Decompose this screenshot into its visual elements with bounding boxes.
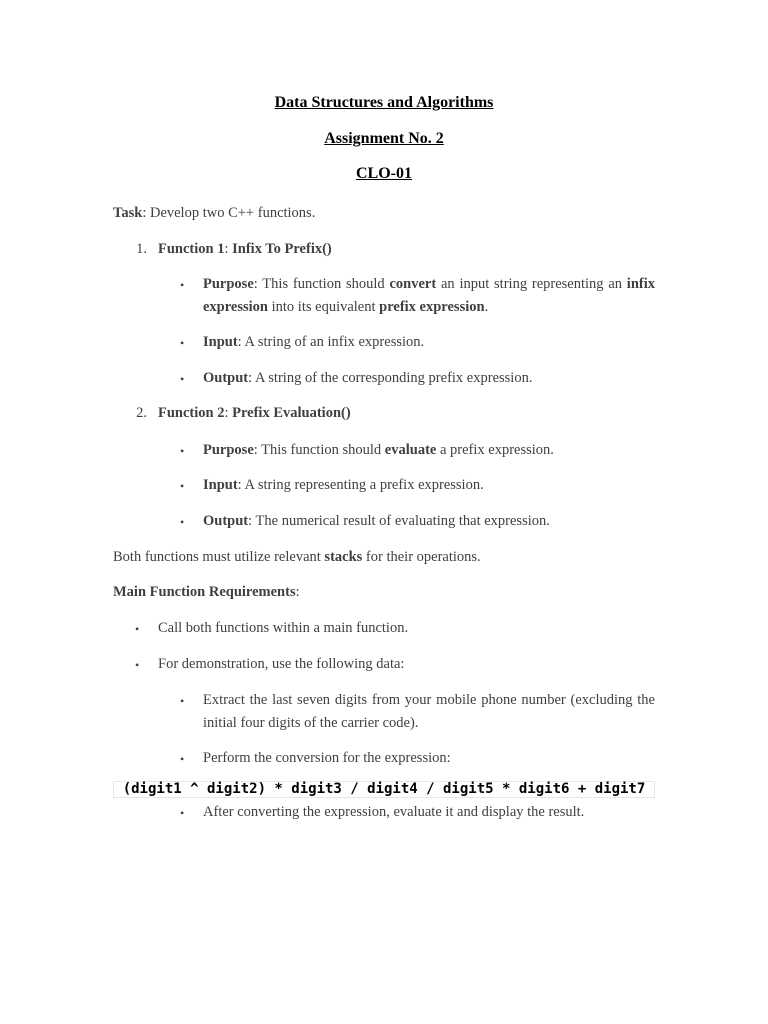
bullet-icon: •: [135, 658, 140, 672]
demo-sub-item: Perform the conversion for the expression:: [203, 750, 451, 766]
function1-number: 1.: [136, 241, 147, 257]
demo-sub-item: Extract the last seven digits from your mobile phone number (excluding the initial four digits of the carrier code).: [203, 692, 655, 731]
bullet-icon: •: [135, 622, 140, 636]
task-text: : Develop two C++ functions.: [142, 205, 316, 221]
bullet-icon: •: [180, 372, 185, 386]
bullet-icon: •: [180, 515, 185, 529]
assignment-heading: Assignment No. 2: [324, 130, 444, 147]
function1-label: Function 1: [158, 241, 225, 257]
demo-sub-item: After converting the expression, evaluate it and display the result.: [203, 804, 585, 820]
function2-input: Input: A string representing a prefix expression.: [203, 477, 484, 493]
bullet-icon: •: [180, 336, 185, 350]
function1-purpose: Purpose: This function should convert an input string representing an infix expression into its equivalent prefix expression.: [203, 276, 655, 315]
bullet-icon: •: [180, 479, 185, 493]
function2-sep: :: [224, 405, 233, 421]
main-requirement-item: For demonstration, use the following data:: [158, 656, 405, 672]
function1-name: Infix To Prefix(): [232, 241, 332, 257]
function1-sep: :: [224, 241, 233, 257]
bullet-icon: •: [180, 444, 185, 458]
bullet-icon: •: [180, 752, 185, 766]
clo-heading: CLO-01: [356, 165, 412, 182]
function2-number: 2.: [136, 405, 147, 421]
function2-purpose: Purpose: This function should evaluate a prefix expression.: [203, 442, 554, 458]
function1-input: Input: A string of an infix expression.: [203, 334, 425, 350]
function2-label: Function 2: [158, 405, 225, 421]
bullet-icon: •: [180, 806, 185, 820]
bullet-icon: •: [180, 694, 185, 708]
document-page: [113, 0, 655, 1024]
function2-output: Output: The numerical result of evaluating that expression.: [203, 513, 550, 529]
document-title: Data Structures and Algorithms: [274, 94, 494, 111]
main-requirements-heading: Main Function Requirements:: [113, 584, 300, 600]
task-label: Task: [113, 205, 143, 221]
task-line: [113, 202, 315, 225]
function2-name: Prefix Evaluation(): [232, 405, 351, 421]
main-requirement-item: Call both functions within a main function.: [158, 620, 409, 636]
expression-formula: (digit1 ^ digit2) * digit3 / digit4 / digit5 * digit6 + digit7: [113, 781, 655, 798]
bullet-icon: •: [180, 278, 185, 292]
function1-output: Output: A string of the corresponding prefix expression.: [203, 370, 533, 386]
stacks-note: Both functions must utilize relevant stacks for their operations.: [113, 549, 481, 565]
